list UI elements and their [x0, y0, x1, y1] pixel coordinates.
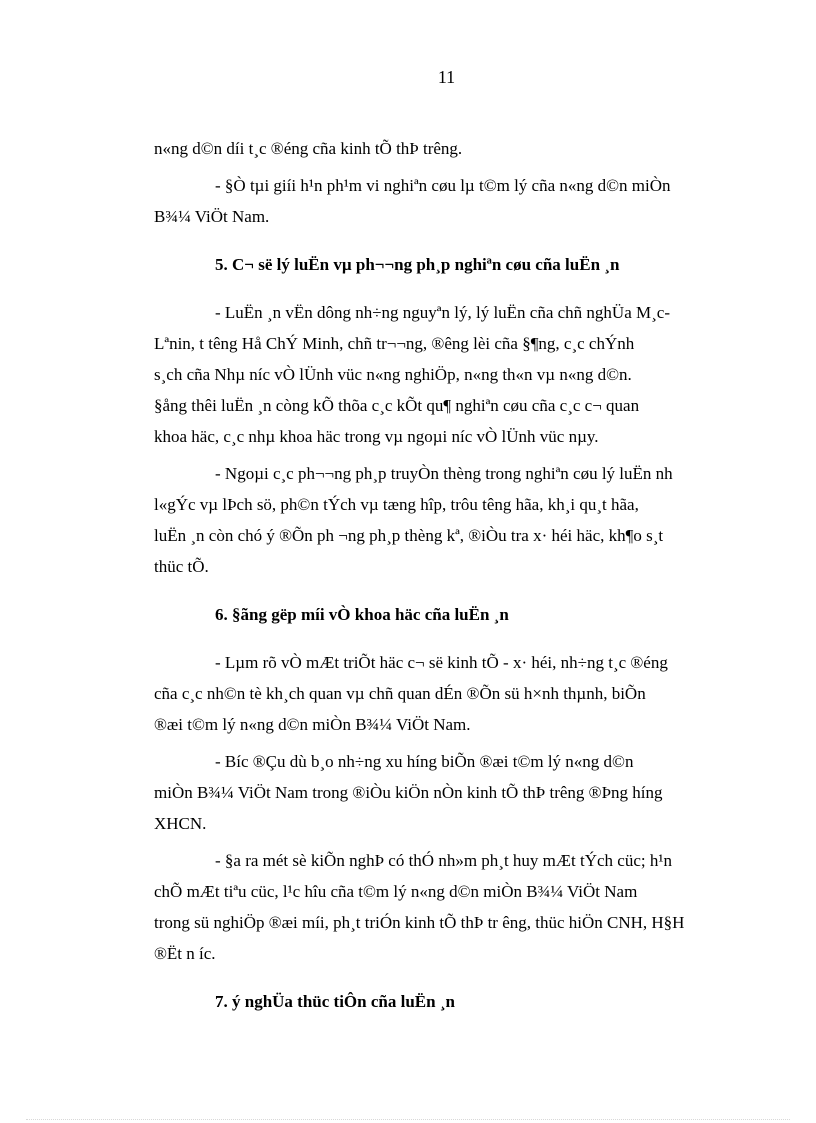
text-line: chÕ mÆt tiªu cüc, l¹c hîu cña t©m lý n«ng d©n miÒn B¾¼ ViÖt Nam [154, 882, 638, 901]
text-line: - §a ra mét sè kiÕn nghÞ có thÓ nh»m ph¸t huy mÆt tÝch cüc; h¹n [215, 851, 672, 870]
paragraph [154, 170, 738, 232]
text-line: B¾¼ ViÖt Nam. [154, 207, 270, 226]
text-line: ®æi t©m lý n«ng d©n miÒn B¾¼ ViÖt Nam. [154, 715, 471, 734]
page-number: 11 [437, 67, 456, 87]
text-line: l«gÝc vµ lÞch sö, ph©n tÝch vµ tæng hîp, trôu têng hãa, kh¸i qu¸t hãa, [154, 495, 639, 514]
page-bottom-rule [26, 1119, 790, 1120]
text-line: thüc tÕ. [154, 557, 209, 576]
section-heading-5: 5. C¬ së lý luËn vµ ph¬¬ng ph¸p nghiªn cøu cña luËn ¸n [215, 255, 620, 274]
paragraph [154, 458, 738, 582]
text-line: khoa häc, c¸c nhµ khoa häc trong vµ ngoµi níc vÒ lÜnh vüc nµy. [154, 427, 599, 446]
text-line: §ång thêi luËn ¸n còng kÕ thõa c¸c kÕt qu¶ nghiªn cøu cña c¸c c¬ quan [154, 396, 640, 415]
text-line: s¸ch cña Nhµ níc vÒ lÜnh vüc n«ng nghiÖp, n«ng th«n vµ n«ng d©n. [154, 365, 632, 384]
paragraph [154, 297, 738, 452]
text-line: trong sü nghiÖp ®æi míi, ph¸t triÓn kinh tÕ thÞ tr êng, thüc hiÖn CNH, H§H [154, 913, 685, 932]
paragraph [154, 746, 738, 839]
section-heading-6: 6. §ãng gëp míi vÒ khoa häc cña luËn ¸n [215, 605, 509, 624]
text-line: - Bíc ®Çu dù b¸o nh÷ng xu híng biÕn ®æi t©m lý n«ng d©n [215, 752, 634, 771]
text-line: - §Ò tµi giíi h¹n ph¹m vi nghiªn cøu lµ t©m lý cña n«ng d©n miÒn [215, 176, 671, 195]
text-line: miÒn B¾¼ ViÖt Nam trong ®iÒu kiÖn nÒn kinh tÕ thÞ trêng ®Þng híng [154, 783, 663, 802]
text-line: cña c¸c nh©n tè kh¸ch quan vµ chñ quan dÉn ®Õn sü h×nh thµnh, biÕn [154, 684, 646, 703]
text-line: XHCN. [154, 814, 207, 833]
paragraph [154, 845, 738, 969]
text-line: - LuËn ¸n vËn dông nh÷ng nguyªn lý, lý luËn cña chñ nghÜa M¸c- [215, 303, 670, 322]
text-line: n«ng d©n díi t¸c ®éng cña kinh tÕ thÞ trêng. [154, 139, 463, 158]
text-line: - Lµm rõ vÒ mÆt triÕt häc c¬ së kinh tÕ - x· héi, nh÷ng t¸c ®éng [215, 653, 668, 672]
document-body [154, 133, 738, 1017]
text-line: Lªnin, t têng Hå ChÝ Minh, chñ tr¬¬ng, ®êng lèi cña §¶ng, c¸c chÝnh [154, 334, 635, 353]
paragraph [154, 647, 738, 740]
text-line: ®Ët n íc. [154, 944, 216, 963]
paragraph [154, 133, 738, 164]
text-line: luËn ¸n còn chó ý ®Õn ph ¬ng ph¸p thèng kª, ®iÒu tra x· héi häc, kh¶o s¸t [154, 526, 664, 545]
section-heading-7: 7. ý nghÜa thüc tiÔn cña luËn ¸n [215, 992, 455, 1011]
text-line: - Ngoµi c¸c ph¬¬ng ph¸p truyÒn thèng trong nghiªn cøu lý luËn nh [215, 464, 673, 483]
